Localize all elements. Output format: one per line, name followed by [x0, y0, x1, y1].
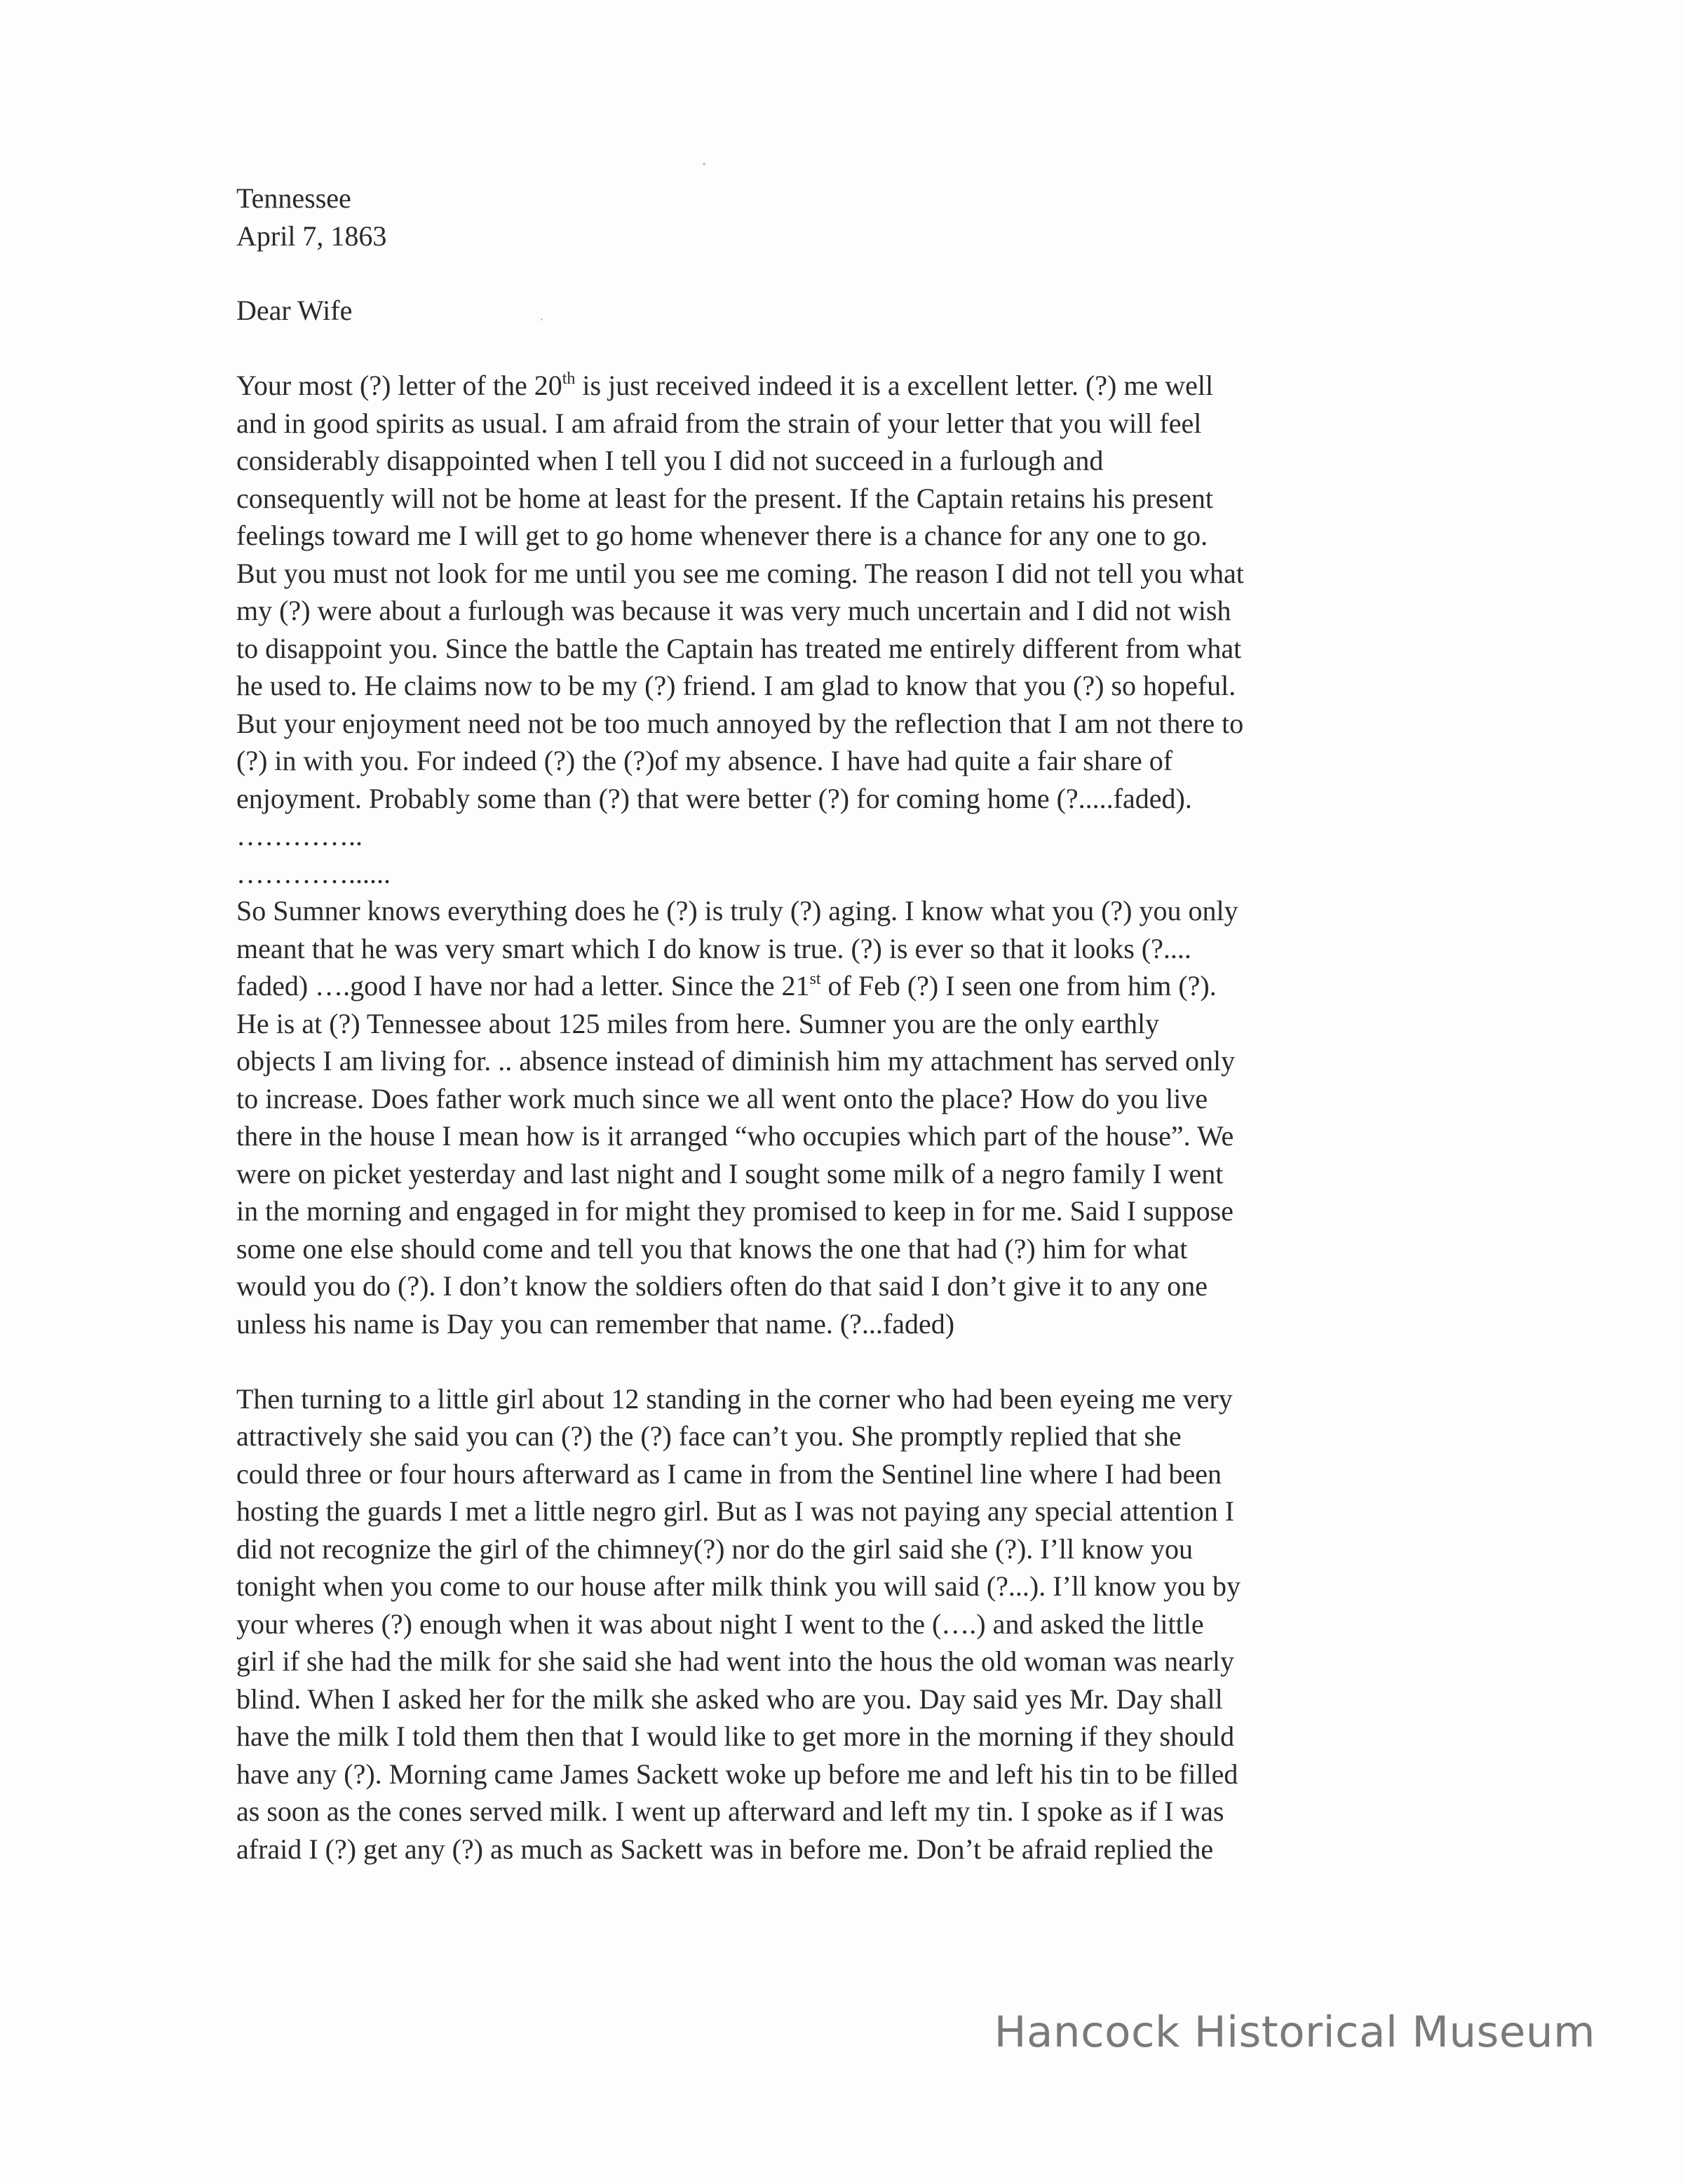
paragraph-line: attractively she said you can (?) the (?) face can’t you. She promptly replied that she: [236, 1420, 1182, 1452]
paragraph-3: [236, 1380, 1442, 1868]
paragraph-line: could three or four hours afterward as I came in from the Sentinel line where I had been: [236, 1457, 1222, 1490]
letter-salutation: Dear Wife: [236, 295, 353, 326]
paragraph-line: there in the house I mean how is it arranged “who occupies which part of the house”. We: [236, 1120, 1234, 1152]
paragraph-line: were on picket yesterday and last night and I sought some milk of a negro family I went: [236, 1157, 1224, 1189]
paragraph-line: meant that he was very smart which I do know is true. (?) is ever so that it looks (?....: [236, 932, 1191, 964]
paragraph-line: have the milk I told them then that I would like to get more in the morning if they should: [236, 1720, 1235, 1752]
letter-place: Tennessee: [236, 182, 351, 214]
paragraph-line: consequently will not be home at least for the present. If the Captain retains his present: [236, 482, 1213, 514]
paragraph-line: did not recognize the girl of the chimney(?) nor do the girl said she (?). I’ll know you: [236, 1532, 1194, 1565]
letter-body: [236, 180, 1442, 1868]
paragraph-line: your wheres (?) enough when it was about night I went to the (….) and asked the little: [236, 1607, 1204, 1640]
paragraph-line: to increase. Does father work much since we all went onto the place? How do you live: [236, 1082, 1208, 1114]
paragraph-line: girl if she had the milk for she said she had went into the hous the old woman was nearly: [236, 1645, 1235, 1677]
paragraph-line: in the morning and engaged in for might they promised to keep in for me. Said I suppose: [236, 1195, 1233, 1227]
superscript: st: [809, 969, 821, 988]
museum-watermark: Hancock Historical Museum: [994, 2007, 1595, 2057]
paragraph-line: tonight when you come to our house after milk think you will said (?...). I’ll know you by: [236, 1570, 1241, 1602]
paragraph-line: feelings toward me I will get to go home whenever there is a chance for any one to go.: [236, 520, 1208, 551]
paragraph-line: to disappoint you. Since the battle the Captain has treated me entirely different from what: [236, 632, 1242, 664]
paragraph-line: afraid I (?) get any (?) as much as Sackett was in before me. Don’t be afraid replied the: [236, 1833, 1214, 1865]
paragraph-line: have any (?). Morning came James Sackett woke up before me and left his tin to be filled: [236, 1758, 1238, 1790]
paragraph-line: would you do (?). I don’t know the soldiers often do that said I don’t give it to any one: [236, 1270, 1208, 1302]
paragraph-line: considerably disappointed when I tell you I did not succeed in a furlough and: [236, 445, 1104, 476]
paragraph-line: But your enjoyment need not be too much annoyed by the reflection that I am not there to: [236, 707, 1244, 739]
ellipsis-line: …………......: [236, 857, 391, 889]
paragraph-line: blind. When I asked her for the milk she asked who are you. Day said yes Mr. Day shall: [236, 1683, 1223, 1715]
letter-date: April 7, 1863: [236, 220, 387, 252]
paragraph-line: Your most (?) letter of the 20th is just received indeed it is a excellent letter. (?) me well: [236, 369, 1214, 401]
paragraph-line: But you must not look for me until you see me coming. The reason I did not tell you what: [236, 557, 1244, 589]
superscript: th: [562, 369, 576, 388]
paragraph-line: enjoyment. Probably some than (?) that were better (?) for coming home (?.....faded).: [236, 782, 1192, 814]
paragraph-line: Then turning to a little girl about 12 standing in the corner who had been eyeing me very: [236, 1382, 1233, 1415]
scan-speck: [703, 163, 705, 166]
paragraph-line: he used to. He claims now to be my (?) friend. I am glad to know that you (?) so hopeful.: [236, 670, 1236, 701]
paragraph-line: (?) in with you. For indeed (?) the (?)of my absence. I have had quite a fair share of: [236, 745, 1173, 776]
paragraph-1: [236, 367, 1442, 892]
paragraph-line: some one else should come and tell you that knows the one that had (?) him for what: [236, 1232, 1188, 1265]
paragraph-line: hosting the guards I met a little negro girl. But as I was not paying any special attention I: [236, 1495, 1235, 1527]
paragraph-line: as soon as the cones served milk. I went up afterward and left my tin. I spoke as if I was: [236, 1795, 1224, 1827]
paragraph-line: and in good spirits as usual. I am afraid from the strain of your letter that you will feel: [236, 407, 1202, 439]
paragraph-line: my (?) were about a furlough was because it was very much uncertain and I did not wish: [236, 595, 1231, 626]
paragraph-line: objects I am living for. .. absence instead of diminish him my attachment has served only: [236, 1045, 1236, 1077]
paragraph-line: unless his name is Day you can remember that name. (?...faded): [236, 1307, 955, 1340]
ellipsis-line: …………..: [236, 820, 363, 851]
paragraph-line: faded) ….good I have nor had a letter. Since the 21st of Feb (?) I seen one from him (?).: [236, 969, 1217, 1002]
paragraph-line: He is at (?) Tennessee about 125 miles from here. Sumner you are the only earthly: [236, 1007, 1160, 1039]
paragraph-line: So Sumner knows everything does he (?) is truly (?) aging. I know what you (?) you only: [236, 895, 1238, 926]
paragraph-2: [236, 892, 1442, 1342]
